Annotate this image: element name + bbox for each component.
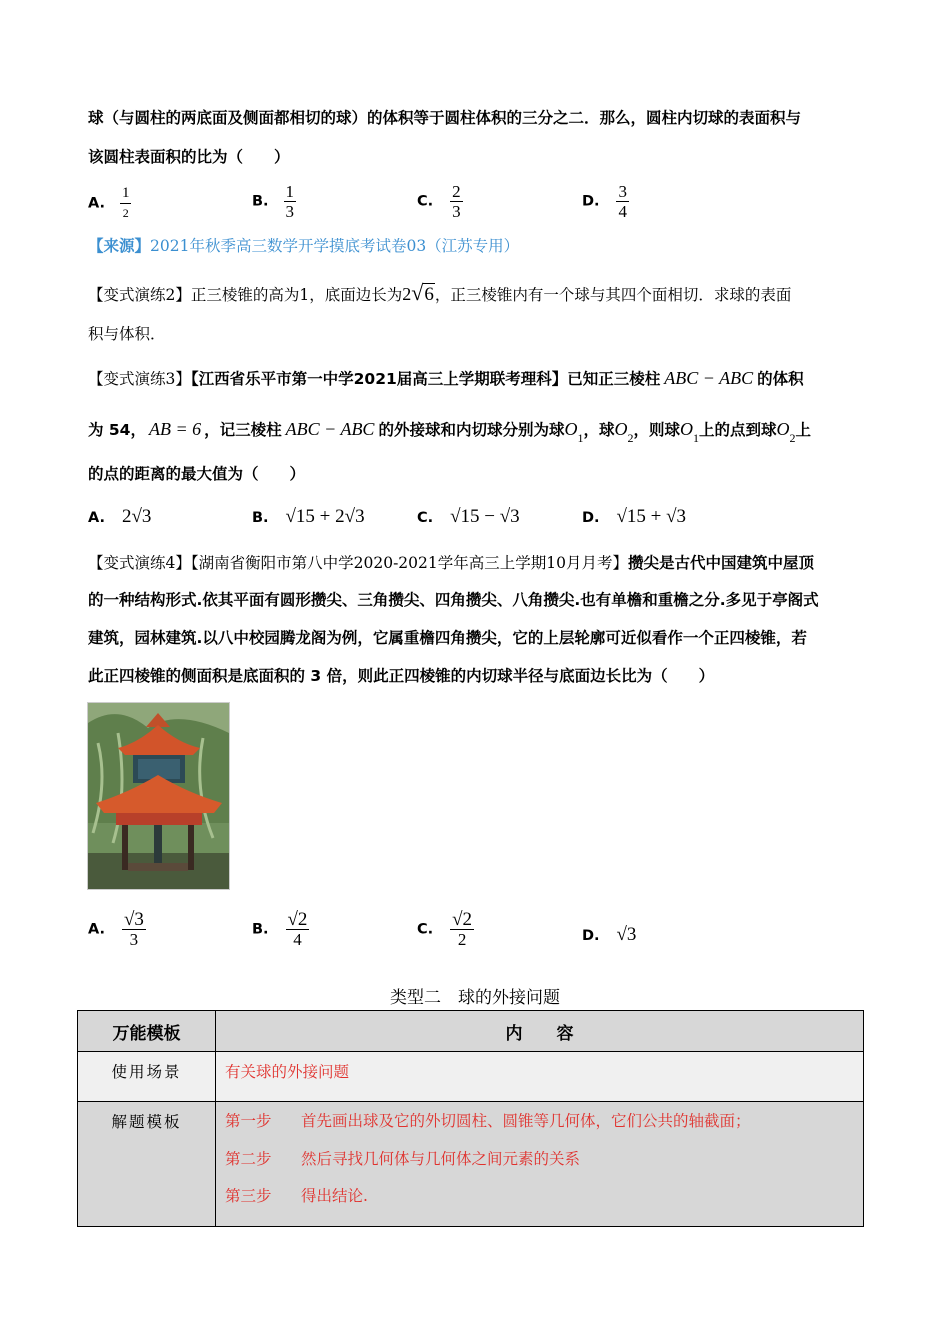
exercise-4-line2: 的一种结构形式.依其平面有圆形攒尖、三角攒尖、四角攒尖、八角攒尖.也有单檐和重檐之分.多见于亭阁式: [88, 591, 819, 609]
row-template-steps: [216, 1102, 864, 1227]
exercise-2-line1: 【变式演练2】正三棱锥的高为1，底面边长为2√6，正三棱锥内有一个球与其四个面相切．求球的表面: [88, 280, 792, 305]
prism-name: ABC − ABC: [664, 368, 754, 388]
option-b: B. √15 + 2√3: [252, 506, 365, 527]
step-1: 第一步 首先画出球及它的外切圆柱、圆锥等几何体，它们公共的轴截面；: [225, 1112, 751, 1130]
exercise-4-line4: 此正四棱锥的侧面积是底面积的 3 倍，则此正四棱锥的内切球半径与底面边长比为（ ）: [88, 667, 715, 685]
question-text-line1: 球（与圆柱的两底面及侧面都相切的球）的体积等于圆柱体积的三分之二．那么，圆柱内切球的表面积与: [88, 109, 802, 127]
step-3: 第三步 得出结论.: [225, 1187, 368, 1205]
exercise-4-line1: 【变式演练4】【湖南省衡阳市第八中学2020-2021学年高三上学期10月月考】攒尖是古代中国建筑中屋顶: [88, 554, 814, 572]
exercise-3-line3: 的点的距离的最大值为（ ）: [88, 465, 306, 483]
row-label-template: 解题模板: [78, 1102, 216, 1227]
option-a: A. $\frac{1}{2}$: [88, 185, 130, 220]
exercise-3-line2: 为 54， AB = 6 ，记三棱柱 ABC − ABC 的外接球和内切球分别为球$O_1$，球$O_2$，则球$O_1$上的点到球$O_2$上: [88, 419, 812, 445]
option-d: D. $\frac{3}{4}$: [582, 182, 627, 221]
option-a: A. 2√3: [88, 506, 152, 527]
row-usage-text: 有关球的外接问题: [216, 1052, 864, 1102]
option-c: C. $\frac{2}{3}$: [417, 182, 461, 221]
exercise-4-line3: 建筑，园林建筑.以八中校园腾龙阁为例，它属重檐四角攒尖，它的上层轮廓可近似看作一个正四棱锥，若: [88, 629, 807, 647]
option-d: D. √15 + √3: [582, 506, 687, 527]
section-title: 类型二 球的外接问题: [390, 988, 560, 1008]
table-header-template: 万能模板: [78, 1011, 216, 1052]
option-b: B. $\frac{√2}{4}$: [252, 909, 308, 949]
template-table: [77, 1010, 864, 1227]
pavilion-photo: [87, 702, 230, 890]
exercise-2-line2: 积与体积．: [88, 325, 166, 343]
table-header-content: 内 容: [216, 1011, 864, 1052]
option-d: D. √3: [582, 924, 637, 945]
source-line: 【来源】2021年秋季高三数学开学摸底考试卷03（江苏专用）: [88, 237, 520, 255]
option-b: B. $\frac{1}{3}$: [252, 182, 294, 221]
option-c: C. $\frac{√2}{2}$: [417, 909, 473, 949]
row-label-usage: 使用场景: [78, 1052, 216, 1102]
root-2-sqrt-6: 2√6: [402, 280, 434, 305]
step-2: 第二步 然后寻找几何体与几何体之间元素的关系: [225, 1150, 581, 1168]
exercise-3-line1: 【变式演练3】【江西省乐平市第一中学2021届高三上学期联考理科】已知正三棱柱 ABC − ABC 的体积: [88, 368, 804, 388]
option-c: C. √15 − √3: [417, 506, 520, 527]
question-text-line2: 该圆柱表面积的比为（ ）: [88, 148, 290, 166]
option-a: A. $\frac{√3}{3}$: [88, 909, 144, 949]
